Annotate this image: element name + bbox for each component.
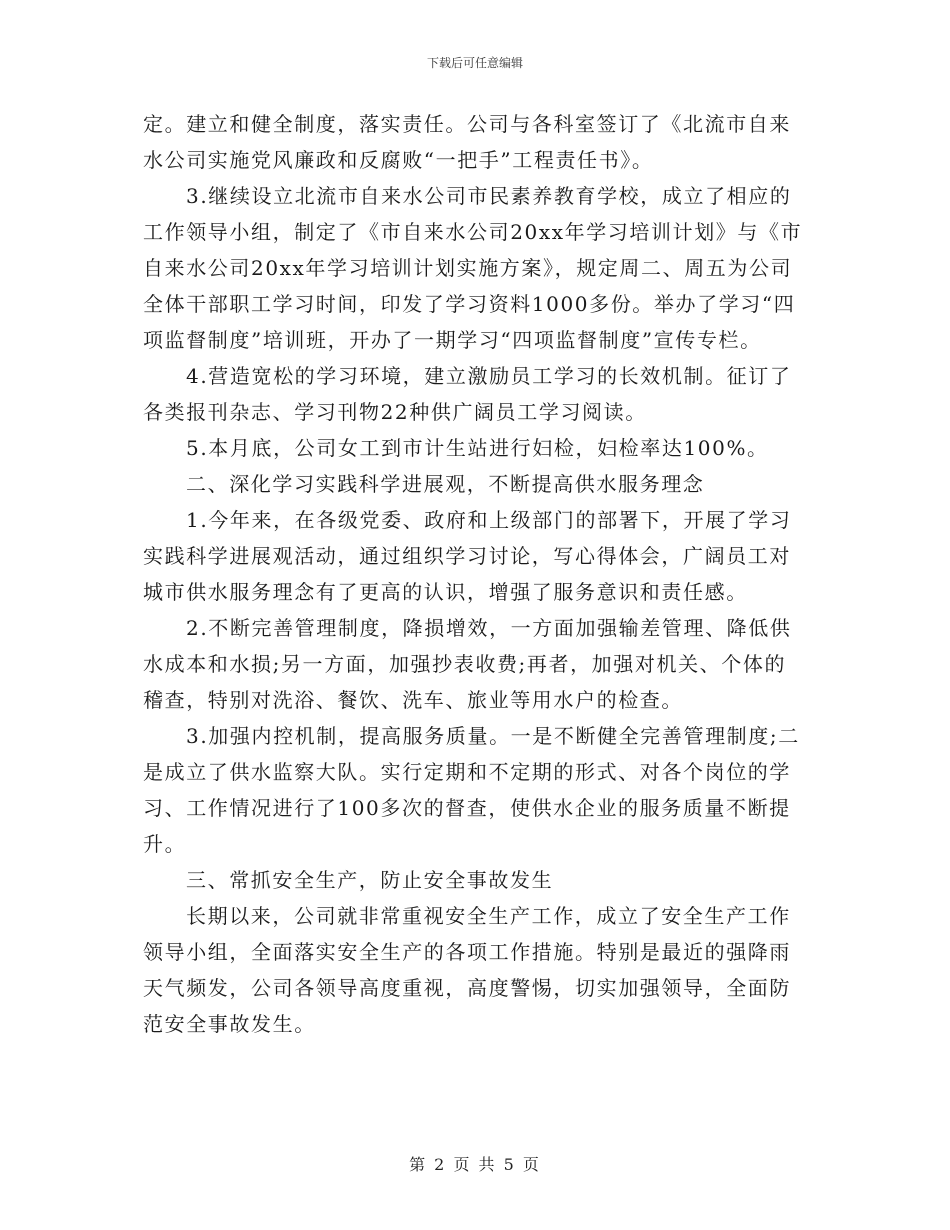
paragraph-start-line: 3.继续设立北流市自来水公司市民素养教育学校，成立了相应的 (186, 184, 792, 208)
text-line: 项监督制度”培训班，开办了一期学习“四项监督制度”宣传专栏。 (143, 328, 762, 352)
text-line: 水公司实施党风廉政和反腐败“一把手”工程责任书》。 (143, 148, 654, 172)
text-line: 升。 (143, 832, 187, 856)
paragraph-start-line: 5.本月底，公司女工到市计生站进行妇检，妇检率达100%。 (186, 436, 769, 460)
text-line: 稽查，特别对洗浴、餐饮、洗车、旅业等用水户的检查。 (143, 688, 683, 712)
text-line: 是成立了供水监察大队。实行定期和不定期的形式、对各个岗位的学 (143, 760, 791, 784)
text-line: 水成本和水损;另一方面，加强抄表收费;再者，加强对机关、个体的 (143, 652, 787, 676)
text-line: 领导小组，全面落实安全生产的各项工作措施。特别是最近的强降雨 (143, 940, 791, 964)
paragraph-start-line: 3.加强内控机制，提高服务质量。一是不断健全完善管理制度;二 (186, 724, 800, 748)
document-body (143, 106, 808, 1042)
text-line: 天气频发，公司各领导高度重视，高度警惕，切实加强领导，全面防 (143, 976, 791, 1000)
text-line: 习、工作情况进行了100多次的督查，使供水企业的服务质量不断提 (143, 796, 791, 820)
text-line: 城市供水服务理念有了更高的认识，增强了服务意识和责任感。 (143, 580, 748, 604)
text-line: 范安全事故发生。 (143, 1012, 316, 1036)
text-line: 各类报刊杂志、学习刊物22种供广阔员工学习阅读。 (143, 400, 647, 424)
page-footer: 第 2 页 共 5 页 (409, 1155, 541, 1174)
text-line: 工作领导小组，制定了《市自来水公司20xx年学习培训计划》与《市 (143, 220, 803, 244)
section-heading: 二、深化学习实践科学进展观，不断提高供水服务理念 (186, 472, 705, 496)
paragraph-start-line: 4.营造宽松的学习环境，建立激励员工学习的长效机制。征订了 (186, 364, 792, 388)
text-line: 实践科学进展观活动，通过组织学习讨论，写心得体会，广阔员工对 (143, 544, 791, 568)
paragraph-start-line: 2.不断完善管理制度，降损增效，一方面加强输差管理、降低供 (186, 616, 792, 640)
paragraph-start-line: 长期以来，公司就非常重视安全生产工作，成立了安全生产工作 (186, 904, 791, 928)
section-heading: 三、常抓安全生产，防止安全事故发生 (186, 868, 554, 892)
text-line: 定。建立和健全制度，落实责任。公司与各科室签订了《北流市自来 (143, 112, 791, 136)
page-header: 下载后可任意编辑 (426, 56, 523, 70)
text-line: 全体干部职工学习时间，印发了学习资料1000多份。举办了学习“四 (143, 292, 796, 316)
paragraph-start-line: 1.今年来，在各级党委、政府和上级部门的部署下，开展了学习 (186, 508, 792, 532)
text-line: 自来水公司20xx年学习培训计划实施方案》，规定周二、周五为公司 (143, 256, 793, 280)
